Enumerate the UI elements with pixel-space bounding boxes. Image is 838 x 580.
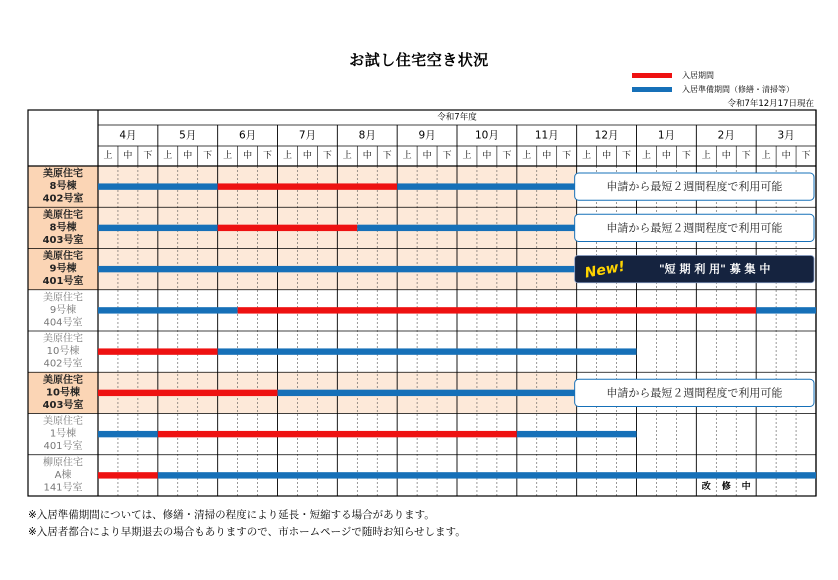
subperiod-label: 中 xyxy=(183,151,193,161)
month-label: 6月 xyxy=(238,129,257,142)
subperiod-label: 下 xyxy=(143,151,153,161)
row-label-line: 403号室 xyxy=(42,399,84,411)
bar-occupied xyxy=(238,307,757,313)
bar-preparation xyxy=(397,183,576,189)
bar-preparation xyxy=(98,183,218,189)
row-label-line: A棟 xyxy=(54,469,72,481)
subperiod-label: 上 xyxy=(223,151,233,161)
row-label-line: 美原住宅 xyxy=(43,416,83,427)
bar-preparation xyxy=(517,431,637,437)
renovation-label: 中 xyxy=(741,482,751,492)
subperiod-label: 中 xyxy=(123,151,133,161)
bar-preparation xyxy=(278,390,577,396)
month-label: 2月 xyxy=(717,129,735,142)
subperiod-label: 上 xyxy=(342,151,352,161)
row-label-line: 401号室 xyxy=(42,276,84,287)
row-label-line: 美原住宅 xyxy=(43,251,83,262)
month-label: 10月 xyxy=(474,129,499,142)
bar-occupied xyxy=(218,225,358,231)
row-label-line: 402号室 xyxy=(42,193,84,205)
renovation-label: 改 xyxy=(701,482,711,492)
subperiod-label: 下 xyxy=(502,151,512,161)
bar-occupied xyxy=(218,183,398,189)
bar-preparation xyxy=(756,307,816,313)
subperiod-label: 中 xyxy=(781,151,791,161)
bar-preparation xyxy=(158,472,816,478)
subperiod-label: 中 xyxy=(721,151,731,161)
month-label: 12月 xyxy=(594,129,619,142)
bar-occupied xyxy=(98,348,218,354)
subperiod-label: 下 xyxy=(322,151,332,161)
row-label-line: 8号棟 xyxy=(49,222,77,234)
row-label-line: 1号棟 xyxy=(49,428,77,440)
subperiod-label: 下 xyxy=(203,151,213,161)
subperiod-label: 下 xyxy=(622,151,632,161)
row-label-line: 402号室 xyxy=(43,358,83,370)
row-label-line: 9号棟 xyxy=(49,304,77,316)
availability-note-text: 申請から最短２週間程度で利用可能 xyxy=(606,180,783,194)
row-label-line: 美原住宅 xyxy=(43,374,83,386)
table-row xyxy=(43,414,637,452)
legend-preparation-label: 入居準備期間（修繕・清掃等） xyxy=(682,84,794,94)
subperiod-label: 上 xyxy=(761,151,771,161)
month-label: 3月 xyxy=(777,129,795,142)
page-title: お試し住宅空き状況 xyxy=(349,51,489,69)
bar-occupied xyxy=(98,472,158,478)
bar-preparation xyxy=(357,225,576,231)
subperiod-label: 下 xyxy=(263,151,273,161)
bar-preparation xyxy=(98,431,158,437)
subperiod-label: 中 xyxy=(302,151,312,161)
month-label: 5月 xyxy=(179,129,197,142)
subperiod-label: 中 xyxy=(482,151,492,161)
subperiod-label: 上 xyxy=(701,151,711,161)
bar-occupied xyxy=(98,390,278,396)
row-label-line: 401号室 xyxy=(43,441,83,452)
as-of-date: 令和7年12月17日現在 xyxy=(727,99,814,109)
month-label: 11月 xyxy=(534,129,559,142)
renovation-label: 修 xyxy=(721,482,731,492)
subperiod-label: 中 xyxy=(602,151,612,161)
subperiod-label: 中 xyxy=(243,151,253,161)
new-badge: New! xyxy=(583,258,627,282)
row-label-line: 10号棟 xyxy=(46,387,80,399)
table-row xyxy=(43,332,637,370)
subperiod-label: 上 xyxy=(402,151,412,161)
bar-preparation xyxy=(98,225,218,231)
month-label: 8月 xyxy=(358,129,376,142)
legend-occupied-label: 入居期間 xyxy=(682,70,714,80)
subperiod-label: 上 xyxy=(582,151,592,161)
row-label-line: 美原住宅 xyxy=(43,333,83,345)
subperiod-label: 中 xyxy=(422,151,432,161)
bar-occupied xyxy=(158,431,517,437)
subperiod-label: 下 xyxy=(382,151,392,161)
subperiod-label: 上 xyxy=(641,151,651,161)
table-row xyxy=(43,455,816,493)
bar-preparation xyxy=(218,348,637,354)
subperiod-label: 下 xyxy=(801,151,811,161)
subperiod-label: 下 xyxy=(442,151,452,161)
subperiod-label: 中 xyxy=(362,151,372,161)
availability-note-text: 申請から最短２週間程度で利用可能 xyxy=(606,386,783,400)
subperiod-label: 中 xyxy=(661,151,671,161)
note-2: ※入居者都合により早期退去の場合もありますので、市ホームページで随時お知らせします。 xyxy=(28,526,466,538)
subperiod-label: 中 xyxy=(542,151,552,161)
month-label: 7月 xyxy=(298,129,317,142)
row-label-line: 10号棟 xyxy=(46,346,80,357)
recruitment-banner-text: "短 期 利 用" 募 集 中 xyxy=(658,262,771,276)
subperiod-label: 下 xyxy=(741,151,751,161)
subperiod-label: 上 xyxy=(282,151,292,161)
row-label-line: 柳原住宅 xyxy=(43,457,83,469)
row-label-line: 403号室 xyxy=(42,234,84,246)
row-label-line: 8号棟 xyxy=(49,181,77,192)
month-label: 1月 xyxy=(657,129,676,142)
table-row xyxy=(43,290,816,328)
row-label-line: 美原住宅 xyxy=(43,168,83,180)
subperiod-label: 上 xyxy=(163,151,173,161)
subperiod-label: 上 xyxy=(103,151,113,161)
subperiod-label: 下 xyxy=(562,151,572,161)
note-1: ※入居準備期間については、修繕・清掃の程度により延長・短縮する場合があります。 xyxy=(28,509,435,521)
bar-preparation xyxy=(98,307,238,313)
subperiod-label: 下 xyxy=(681,151,691,161)
month-label: 9月 xyxy=(418,129,436,142)
bar-preparation xyxy=(98,266,577,272)
row-label-line: 美原住宅 xyxy=(43,209,83,221)
row-label-line: 141号室 xyxy=(43,482,83,494)
availability-note-text: 申請から最短２週間程度で利用可能 xyxy=(606,221,783,235)
row-label-line: 9号棟 xyxy=(49,263,77,275)
subperiod-label: 上 xyxy=(522,151,532,161)
fiscal-year-label: 令和7年度 xyxy=(437,112,477,123)
row-label-line: 404号室 xyxy=(43,317,83,329)
subperiod-label: 上 xyxy=(462,151,472,161)
month-label: 4月 xyxy=(119,129,137,142)
row-label-line: 美原住宅 xyxy=(43,292,83,304)
